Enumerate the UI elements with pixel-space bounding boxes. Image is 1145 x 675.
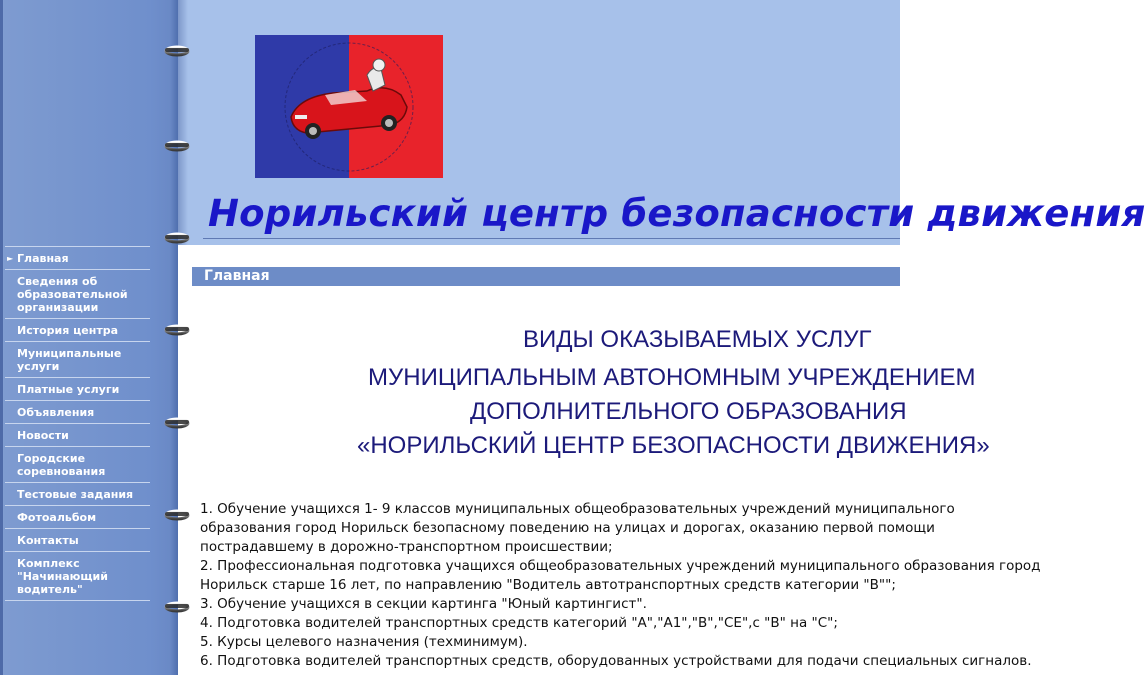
sidebar-item-label: Тестовые задания xyxy=(17,488,134,501)
sidebar-item-paid-services[interactable] xyxy=(5,378,150,401)
section-title-bar xyxy=(192,267,900,286)
sidebar-item-label: Главная xyxy=(17,252,69,265)
section-title: Главная xyxy=(204,268,270,284)
sidebar-item-announcements[interactable] xyxy=(5,401,150,424)
list-item: 4. Подготовка водителей транспортных средств категорий "А","А1","В","СЕ",с "В" на "С"; xyxy=(200,615,838,631)
sidebar-item-org-info[interactable] xyxy=(5,270,150,319)
sidebar-item-news[interactable] xyxy=(5,424,150,447)
list-item: 3. Обучение учащихся в секции картинга "Юный картингист". xyxy=(200,596,647,612)
heading-line: «НОРИЛЬСКИЙ ЦЕНТР БЕЗОПАСНОСТИ ДВИЖЕНИЯ» xyxy=(357,432,990,459)
sidebar-item-label: Муниципальные услуги xyxy=(17,347,122,373)
services-list xyxy=(200,500,1041,671)
sidebar-item-label: История центра xyxy=(17,324,119,337)
sidebar-item-label: Новости xyxy=(17,429,69,442)
list-item: образования город Норильск безопасному поведению на улицах и дорогах, оказанию первой помощи xyxy=(200,520,935,536)
sidebar-nav xyxy=(5,246,150,601)
sidebar-item-label: Объявления xyxy=(17,406,95,419)
sidebar-item-tests[interactable] xyxy=(5,483,150,506)
sidebar-item-home[interactable] xyxy=(5,247,150,270)
list-item: пострадавшему в дорожно-транспортном происшествии; xyxy=(200,539,613,555)
sidebar-item-municipal-services[interactable] xyxy=(5,342,150,378)
list-item: 2. Профессиональная подготовка учащихся общеобразовательных учреждений муниципального образования город xyxy=(200,558,1041,574)
list-item: 1. Обучение учащихся 1- 9 классов муниципальных общеобразовательных учреждений муниципального xyxy=(200,501,955,517)
title-underline xyxy=(203,238,900,239)
sidebar-item-label: Сведения об образовательной организации xyxy=(17,275,128,314)
sidebar-item-label: Фотоальбом xyxy=(17,511,97,524)
site-title[interactable]: Норильский центр безопасности движения xyxy=(208,192,1145,235)
sidebar-item-history[interactable] xyxy=(5,319,150,342)
list-item: 6. Подготовка водителей транспортных средств, оборудованных устройствами для подачи специальных сигналов. xyxy=(200,653,1032,669)
sidebar-item-driver-complex[interactable] xyxy=(5,552,150,601)
sidebar-item-label: Контакты xyxy=(17,534,79,547)
car-emblem-logo xyxy=(255,35,443,178)
sidebar-item-photo-album[interactable] xyxy=(5,506,150,529)
list-item: Норильск старше 16 лет, по направлению "Водитель автотранспортных средств категории "В""; xyxy=(200,577,896,593)
list-item: 5. Курсы целевого назначения (техминимум). xyxy=(200,634,528,650)
sidebar-item-label: Платные услуги xyxy=(17,383,120,396)
active-arrow-icon: ► xyxy=(7,254,14,263)
heading-line: МУНИЦИПАЛЬНЫМ АВТОНОМНЫМ УЧРЕЖДЕНИЕМ xyxy=(368,364,976,391)
sidebar-item-label: Комплекс "Начинающий водитель" xyxy=(17,557,108,596)
heading-line: ДОПОЛНИТЕЛЬНОГО ОБРАЗОВАНИЯ xyxy=(470,398,907,425)
sidebar-item-contacts[interactable] xyxy=(5,529,150,552)
heading-line: ВИДЫ ОКАЗЫВАЕМЫХ УСЛУГ xyxy=(523,326,872,353)
sidebar-item-label: Городские соревнования xyxy=(17,452,106,478)
sidebar-item-competitions[interactable] xyxy=(5,447,150,483)
